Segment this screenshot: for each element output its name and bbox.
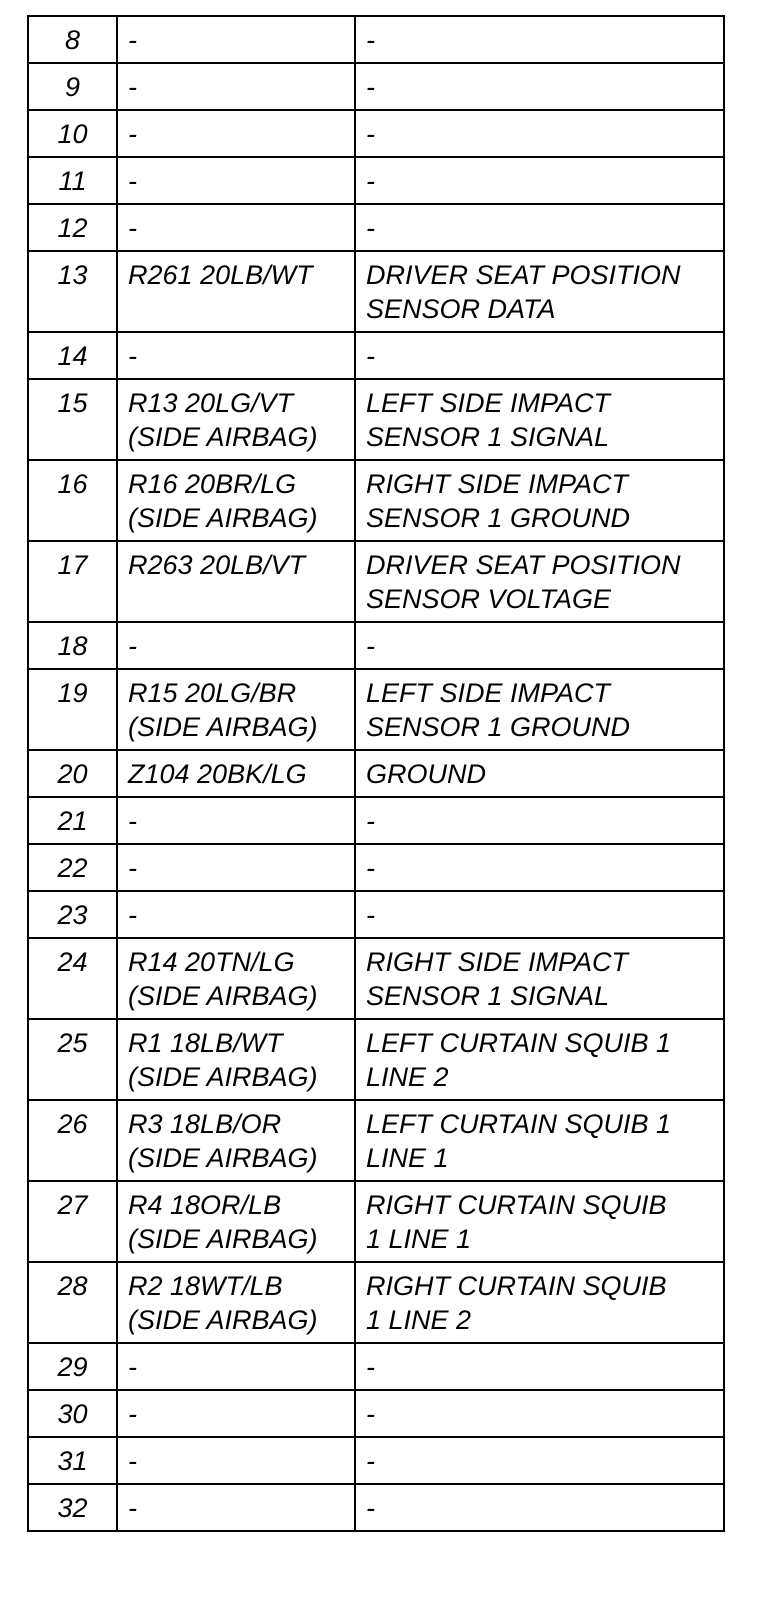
- cavity-cell: 10: [28, 110, 117, 157]
- table-row: [28, 379, 724, 460]
- function-cell: -: [355, 1437, 724, 1484]
- cavity-cell: 27: [28, 1181, 117, 1262]
- table-row: [28, 1100, 724, 1181]
- table-row: [28, 1484, 724, 1531]
- table-row: [28, 16, 724, 63]
- function-cell: DRIVER SEAT POSITION SENSOR VOLTAGE: [355, 541, 724, 622]
- function-cell: LEFT CURTAIN SQUIB 1 LINE 1: [355, 1100, 724, 1181]
- cavity-cell: 11: [28, 157, 117, 204]
- table-row: [28, 669, 724, 750]
- circuit-cell: -: [117, 1343, 355, 1390]
- cavity-cell: 23: [28, 891, 117, 938]
- function-cell: RIGHT CURTAIN SQUIB 1 LINE 1: [355, 1181, 724, 1262]
- cavity-cell: 21: [28, 797, 117, 844]
- function-cell: -: [355, 110, 724, 157]
- table-row: [28, 541, 724, 622]
- table-row: [28, 844, 724, 891]
- table-row: [28, 1343, 724, 1390]
- cavity-cell: 14: [28, 332, 117, 379]
- circuit-cell: -: [117, 204, 355, 251]
- circuit-cell: Z104 20BK/LG: [117, 750, 355, 797]
- cavity-cell: 20: [28, 750, 117, 797]
- function-cell: -: [355, 622, 724, 669]
- table-row: [28, 63, 724, 110]
- circuit-cell: -: [117, 622, 355, 669]
- function-cell: -: [355, 891, 724, 938]
- cavity-cell: 15: [28, 379, 117, 460]
- table-row: [28, 157, 724, 204]
- cavity-cell: 25: [28, 1019, 117, 1100]
- circuit-cell: R2 18WT/LB (SIDE AIRBAG): [117, 1262, 355, 1343]
- circuit-cell: -: [117, 157, 355, 204]
- function-cell: -: [355, 1390, 724, 1437]
- circuit-cell: R4 18OR/LB (SIDE AIRBAG): [117, 1181, 355, 1262]
- circuit-cell: R3 18LB/OR (SIDE AIRBAG): [117, 1100, 355, 1181]
- function-cell: LEFT CURTAIN SQUIB 1 LINE 2: [355, 1019, 724, 1100]
- function-cell: LEFT SIDE IMPACT SENSOR 1 GROUND: [355, 669, 724, 750]
- function-cell: -: [355, 204, 724, 251]
- table-row: [28, 1262, 724, 1343]
- circuit-cell: R16 20BR/LG (SIDE AIRBAG): [117, 460, 355, 541]
- function-cell: LEFT SIDE IMPACT SENSOR 1 SIGNAL: [355, 379, 724, 460]
- function-cell: DRIVER SEAT POSITION SENSOR DATA: [355, 251, 724, 332]
- function-cell: -: [355, 63, 724, 110]
- function-cell: -: [355, 1484, 724, 1531]
- circuit-cell: -: [117, 1390, 355, 1437]
- circuit-cell: -: [117, 1437, 355, 1484]
- cavity-cell: 9: [28, 63, 117, 110]
- function-cell: -: [355, 797, 724, 844]
- circuit-cell: R14 20TN/LG (SIDE AIRBAG): [117, 938, 355, 1019]
- table-row: [28, 1181, 724, 1262]
- cavity-cell: 17: [28, 541, 117, 622]
- table-row: [28, 1019, 724, 1100]
- cavity-cell: 16: [28, 460, 117, 541]
- table-row: [28, 204, 724, 251]
- circuit-cell: -: [117, 1484, 355, 1531]
- table-row: [28, 251, 724, 332]
- table-row: [28, 891, 724, 938]
- table-row: [28, 1437, 724, 1484]
- cavity-cell: 18: [28, 622, 117, 669]
- circuit-cell: R1 18LB/WT (SIDE AIRBAG): [117, 1019, 355, 1100]
- cavity-cell: 29: [28, 1343, 117, 1390]
- table-row: [28, 622, 724, 669]
- table-row: [28, 797, 724, 844]
- cavity-cell: 8: [28, 16, 117, 63]
- cavity-cell: 32: [28, 1484, 117, 1531]
- circuit-cell: R263 20LB/VT: [117, 541, 355, 622]
- cavity-cell: 26: [28, 1100, 117, 1181]
- function-cell: -: [355, 1343, 724, 1390]
- table-row: [28, 1390, 724, 1437]
- circuit-cell: -: [117, 332, 355, 379]
- table-row: [28, 460, 724, 541]
- cavity-cell: 13: [28, 251, 117, 332]
- circuit-cell: -: [117, 891, 355, 938]
- circuit-cell: -: [117, 110, 355, 157]
- function-cell: RIGHT CURTAIN SQUIB 1 LINE 2: [355, 1262, 724, 1343]
- function-cell: RIGHT SIDE IMPACT SENSOR 1 SIGNAL: [355, 938, 724, 1019]
- table-row: [28, 332, 724, 379]
- function-cell: -: [355, 16, 724, 63]
- function-cell: -: [355, 332, 724, 379]
- table-row: [28, 110, 724, 157]
- circuit-cell: -: [117, 844, 355, 891]
- circuit-cell: R15 20LG/BR (SIDE AIRBAG): [117, 669, 355, 750]
- function-cell: RIGHT SIDE IMPACT SENSOR 1 GROUND: [355, 460, 724, 541]
- circuit-cell: R13 20LG/VT (SIDE AIRBAG): [117, 379, 355, 460]
- table-row: [28, 938, 724, 1019]
- cavity-cell: 30: [28, 1390, 117, 1437]
- pinout-table-body: [28, 16, 724, 1531]
- circuit-cell: R261 20LB/WT: [117, 251, 355, 332]
- cavity-cell: 12: [28, 204, 117, 251]
- function-cell: GROUND: [355, 750, 724, 797]
- cavity-cell: 19: [28, 669, 117, 750]
- function-cell: -: [355, 157, 724, 204]
- cavity-cell: 28: [28, 1262, 117, 1343]
- cavity-cell: 31: [28, 1437, 117, 1484]
- connector-pinout-table: [27, 15, 725, 1532]
- table-row: [28, 750, 724, 797]
- function-cell: -: [355, 844, 724, 891]
- cavity-cell: 22: [28, 844, 117, 891]
- circuit-cell: -: [117, 16, 355, 63]
- circuit-cell: -: [117, 63, 355, 110]
- cavity-cell: 24: [28, 938, 117, 1019]
- circuit-cell: -: [117, 797, 355, 844]
